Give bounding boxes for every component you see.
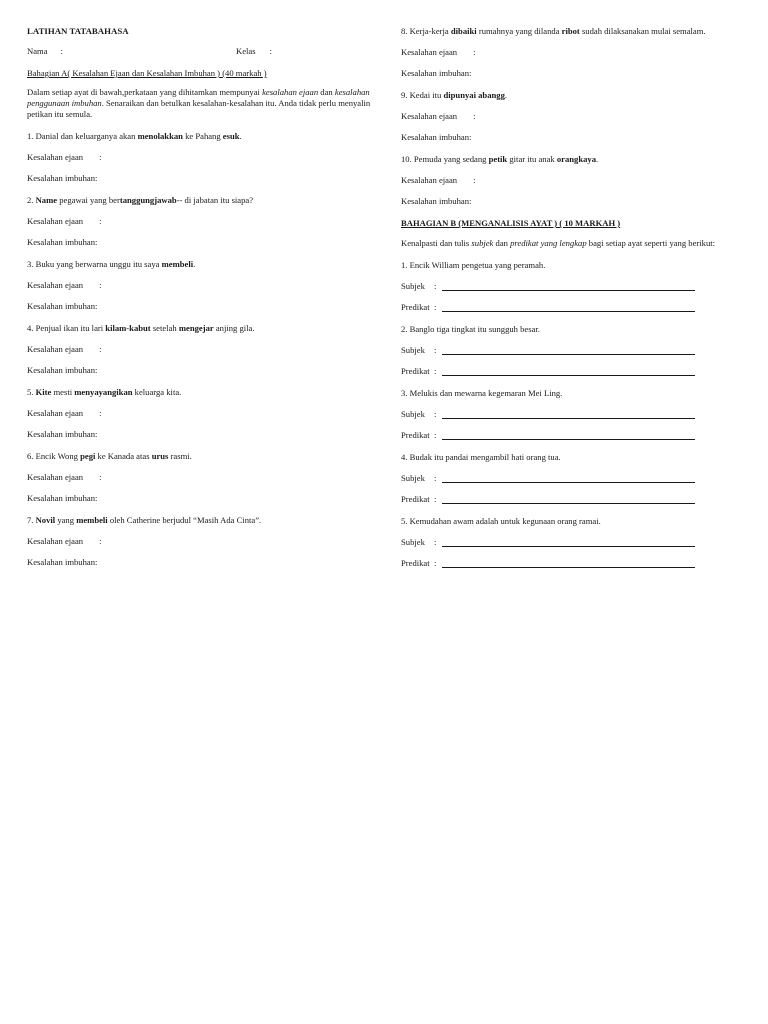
answer-imbuhan-10[interactable]: Kesalahan imbuhan:: [401, 196, 472, 206]
answer-imbuhan-4[interactable]: Kesalahan imbuhan:: [27, 365, 98, 375]
subjek-field-3[interactable]: Subjek :: [401, 409, 731, 420]
predikat-field-2[interactable]: Predikat :: [401, 366, 731, 377]
question-7: 7. Novil yang membeli oleh Catherine berjudul “Masih Ada Cinta”.: [27, 515, 262, 525]
page-title: LATIHAN TATABAHASA: [27, 26, 129, 36]
answer-imbuhan-9[interactable]: Kesalahan imbuhan:: [401, 132, 472, 142]
section-a-instruction: Dalam setiap ayat di bawah,perkataan yang dihitamkan mempunyai kesalahan ejaan dan kesalahan penggunaan imbuhan. Senaraikan dan betulkan kesalahan-kesalahan itu. Anda tidak perlu menyalin petikan itu semula.: [27, 87, 371, 119]
subjek-field-4[interactable]: Subjek :: [401, 473, 731, 484]
left-column: [27, 26, 372, 568]
question-3: 3. Buku yang berwarna unggu itu saya membeli.: [27, 259, 196, 269]
subjek-field-1[interactable]: Subjek :: [401, 281, 731, 292]
answer-ejaan-8[interactable]: Kesalahan ejaan :: [401, 47, 476, 57]
answer-imbuhan-7[interactable]: Kesalahan imbuhan:: [27, 557, 98, 567]
question-10: 10. Pemuda yang sedang petik gitar itu anak orangkaya.: [401, 154, 599, 164]
subjek-field-2[interactable]: Subjek :: [401, 345, 731, 356]
nama-colon: :: [60, 46, 63, 56]
predikat-field-1[interactable]: Predikat :: [401, 302, 731, 313]
sentence-5: 5. Kemudahan awam adalah untuk kegunaan orang ramai.: [401, 516, 601, 526]
answer-line: [442, 482, 695, 483]
answer-line: [442, 290, 695, 291]
sentence-2: 2. Banglo tiga tingkat itu sungguh besar.: [401, 324, 540, 334]
answer-imbuhan-6[interactable]: Kesalahan imbuhan:: [27, 493, 98, 503]
answer-line: [442, 567, 695, 568]
question-1: 1. Danial dan keluarganya akan menolakkan ke Pahang esuk.: [27, 131, 242, 141]
sentence-3: 3. Melukis dan mewarna kegemaran Mei Ling.: [401, 388, 563, 398]
answer-line: [442, 311, 695, 312]
answer-ejaan-2[interactable]: Kesalahan ejaan :: [27, 216, 102, 226]
answer-ejaan-7[interactable]: Kesalahan ejaan :: [27, 536, 102, 546]
question-8: 8. Kerja-kerja dibaiki rumahnya yang dilanda ribot sudah dilaksanakan mulai semalam.: [401, 26, 706, 36]
nama-field[interactable]: [27, 46, 63, 57]
subjek-field-5[interactable]: Subjek :: [401, 537, 731, 548]
answer-imbuhan-5[interactable]: Kesalahan imbuhan:: [27, 429, 98, 439]
answer-ejaan-10[interactable]: Kesalahan ejaan :: [401, 175, 476, 185]
predikat-field-4[interactable]: Predikat :: [401, 494, 731, 505]
predikat-field-3[interactable]: Predikat :: [401, 430, 731, 441]
sentence-1: 1. Encik William pengetua yang peramah.: [401, 260, 546, 270]
answer-ejaan-4[interactable]: Kesalahan ejaan :: [27, 344, 102, 354]
question-9: 9. Kedai itu dipunyai abangg.: [401, 90, 508, 100]
answer-ejaan-1[interactable]: Kesalahan ejaan :: [27, 152, 102, 162]
nama-label: Nama: [27, 46, 48, 56]
answer-ejaan-3[interactable]: Kesalahan ejaan :: [27, 280, 102, 290]
kelas-colon: :: [269, 46, 272, 56]
question-6: 6. Encik Wong pegi ke Kanada atas urus rasmi.: [27, 451, 192, 461]
question-2: 2. Name pegawai yang bertanggungjawab-- di jabatan itu siapa?: [27, 195, 254, 205]
answer-line: [442, 546, 695, 547]
answer-line: [442, 375, 695, 376]
section-b-heading: BAHAGIAN B (MENGANALISIS AYAT ) ( 10 MARKAH ): [401, 218, 621, 228]
predikat-field-5[interactable]: Predikat :: [401, 558, 731, 569]
answer-imbuhan-1[interactable]: Kesalahan imbuhan:: [27, 173, 98, 183]
kelas-field[interactable]: [236, 46, 272, 57]
answer-line: [442, 439, 695, 440]
section-b-instruction: Kenalpasti dan tulis subjek dan predikat yang lengkap bagi setiap ayat seperti yang berikut:: [401, 238, 716, 248]
kelas-label: Kelas: [236, 46, 256, 56]
answer-line: [442, 418, 695, 419]
answer-ejaan-9[interactable]: Kesalahan ejaan :: [401, 111, 476, 121]
question-5: 5. Kite mesti menyayangikan keluarga kita.: [27, 387, 182, 397]
answer-line: [442, 503, 695, 504]
section-a-heading: Bahagian A( Kesalahan Ejaan dan Kesalahan Imbuhan ) (40 markah ): [27, 68, 267, 78]
answer-imbuhan-3[interactable]: Kesalahan imbuhan:: [27, 301, 98, 311]
answer-imbuhan-8[interactable]: Kesalahan imbuhan:: [401, 68, 472, 78]
answer-ejaan-5[interactable]: Kesalahan ejaan :: [27, 408, 102, 418]
sentence-4: 4. Budak itu pandai mengambil hati orang tua.: [401, 452, 561, 462]
answer-line: [442, 354, 695, 355]
student-info-row: [27, 46, 372, 57]
question-4: 4. Penjual ikan itu lari kilam-kabut setelah mengejar anjing gila.: [27, 323, 255, 333]
answer-imbuhan-2[interactable]: Kesalahan imbuhan:: [27, 237, 98, 247]
right-column: [401, 26, 731, 569]
answer-ejaan-6[interactable]: Kesalahan ejaan :: [27, 472, 102, 482]
